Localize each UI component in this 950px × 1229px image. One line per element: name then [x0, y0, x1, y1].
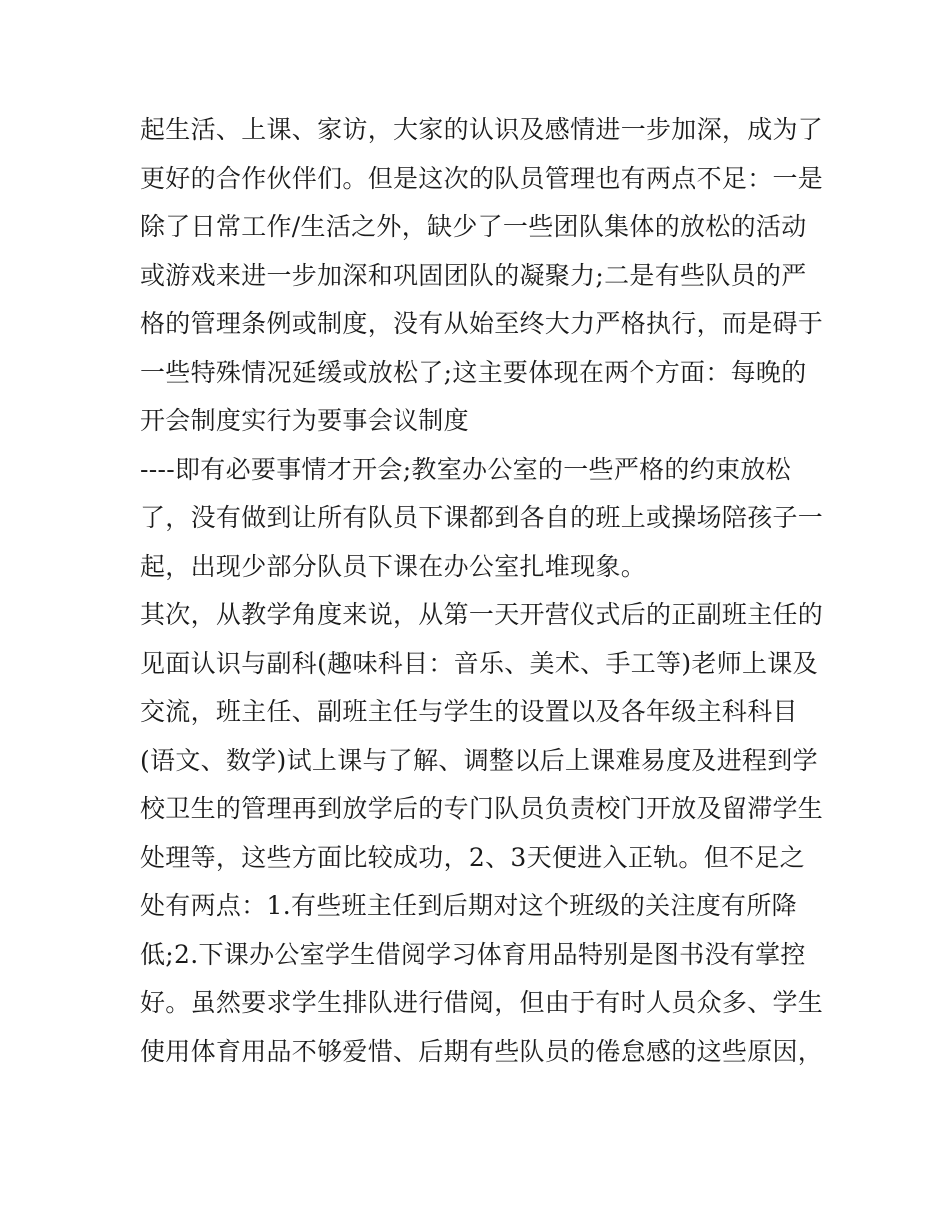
text-line: 起生活、上课、家访，大家的认识及感情进一步加深，成为了	[140, 115, 824, 144]
text-line: 好。虽然要求学生排队进行借阅，但由于有时人员众多、学生	[140, 988, 824, 1017]
text-line: 开会制度实行为要事会议制度	[140, 406, 469, 435]
text-line: 其次，从教学角度来说，从第一天开营仪式后的正副班主任的	[140, 600, 824, 629]
text-line: 了，没有做到让所有队员下课都到各自的班上或操场陪孩子一	[140, 503, 824, 532]
text-line: 格的管理条例或制度，没有从始至终大力严格执行，而是碍于	[140, 309, 824, 338]
text-line: ----即有必要事情才开会;教室办公室的一些严格的约束放松	[140, 454, 791, 484]
body-text	[140, 106, 830, 1076]
text-line: 处理等，这些方面比较成功，2、3天便进入正轨。但不足之	[140, 842, 805, 872]
text-line: 使用体育用品不够爱惜、后期有些队员的倦怠感的这些原因，	[140, 1036, 824, 1066]
text-line: 见面认识与副科(趣味科目：音乐、美术、手工等)老师上课及	[140, 648, 818, 678]
text-line: 更好的合作伙伴们。但是这次的队员管理也有两点不足：一是	[140, 163, 824, 193]
text-line: 或游戏来进一步加深和巩固团队的凝聚力;二是有些队员的严	[140, 260, 807, 290]
text-line: 校卫生的管理再到放学后的专门队员负责校门开放及留滞学生	[140, 794, 824, 823]
text-line: 处有两点：1.有些班主任到后期对这个班级的关注度有所降	[140, 891, 797, 920]
text-line: 低;2.下课办公室学生借阅学习体育用品特别是图书没有掌控	[140, 939, 806, 969]
text-line: 除了日常工作/生活之外，缺少了一些团队集体的放松的活动	[140, 212, 807, 241]
text-line: 一些特殊情况延缓或放松了;这主要体现在两个方面：每晚的	[140, 357, 807, 387]
text-line: (语文、数学)试上课与了解、调整以后上课难易度及进程到学	[140, 745, 818, 775]
text-line: 起，出现少部分队员下课在办公室扎堆现象。	[140, 551, 647, 581]
text-line: 交流，班主任、副班主任与学生的设置以及各年级主科科目	[140, 697, 798, 726]
